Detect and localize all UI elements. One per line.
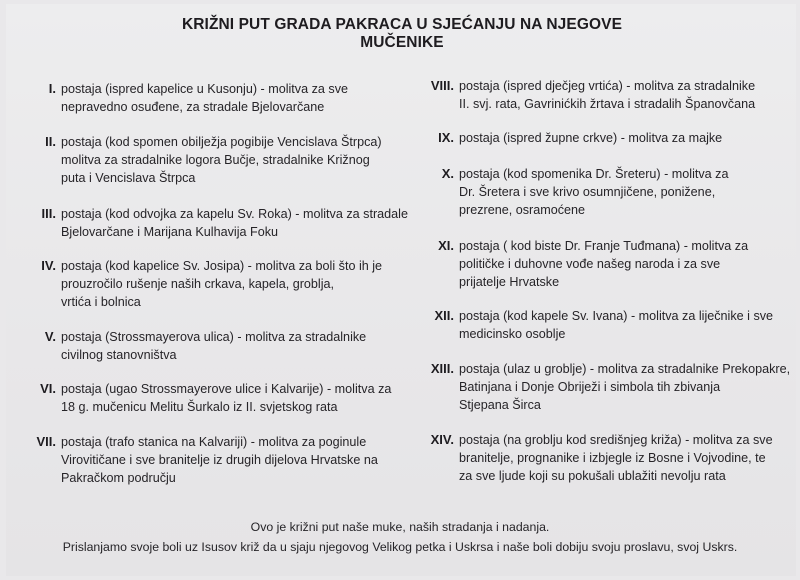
station-text-line: za sve ljude koji su pokušali ublažiti nevolju rata	[459, 469, 726, 483]
station-number: VI.	[40, 381, 56, 396]
station-text-line: civilnog stanovništva	[61, 348, 177, 362]
station-text-line: postaja (ispred kapelice u Kusonju) - molitva za sve	[61, 82, 348, 96]
station-text-line: Virovitičane i sve branitelje iz drugih dijelova Hrvatske na	[61, 453, 378, 467]
station-description	[459, 360, 795, 414]
station-text-line: postaja (kod odvojka za kapelu Sv. Roka) - molitva za stradale	[61, 207, 408, 221]
station-number: IV.	[41, 258, 56, 273]
station-description	[61, 433, 381, 487]
footer-line-1: Ovo je križni put naše muke, naših stradanja i nadanja.	[250, 520, 550, 534]
station-number: III.	[41, 206, 56, 221]
station-number: II.	[45, 134, 56, 149]
station-text-line: 18 g. mučenicu Melitu Šurkalo iz II. svjetskog rata	[61, 400, 338, 414]
station-description	[459, 129, 795, 147]
station-description	[61, 380, 392, 416]
station-text-line: II. svj. rata, Gavrinićkih žrtava i stradalih Španovčana	[459, 97, 756, 111]
station-text-line: nepravedno osuđene, za stradale Bjelovarčane	[61, 100, 325, 114]
station-text-line: Dr. Šretera i sve krivo osumnjičene, ponižene,	[459, 185, 716, 199]
station-text-line: postaja (kod kapele Sv. Ivana) - molitva za liječnike i sve	[459, 309, 774, 323]
station-number: X.	[441, 166, 454, 181]
station-description	[61, 80, 381, 116]
station-text-line: molitva za stradalnike logora Bučje, stradalnike Križnog	[61, 153, 370, 167]
station-number: V.	[44, 329, 56, 344]
station-text-line: prijatelje Hrvatske	[459, 275, 560, 289]
station-number: XII.	[434, 308, 454, 323]
station-number: IX.	[438, 130, 454, 145]
station-text-line: postaja (kod spomenika Dr. Šreteru) - molitva za	[459, 167, 729, 181]
station-text-line: branitelje, prognanike i izbjegle iz Bosne i Vojvodine, te	[459, 451, 766, 465]
station-text-line: postaja (kod kapelice Sv. Josipa) - molitva za boli što ih je	[61, 259, 383, 273]
station-text-line: postaja ( kod biste Dr. Franje Tuđmana) - molitva za	[459, 239, 749, 253]
station-description	[61, 257, 381, 311]
station-text-line: postaja (kod spomen obilježja pogibije Vencislava Štrpca)	[61, 135, 382, 149]
footer-line-2: Prislanjamo svoje boli uz Isusov križ da u sjaju njegovog Velikog petka i Uskrsa i naše boli dobiju svoju proslavu, svoj Uskrs.	[62, 540, 738, 554]
station-description	[61, 205, 408, 241]
station-description	[459, 431, 795, 485]
station-description	[61, 328, 381, 364]
station-text-line: Batinjana i Donje Obriježi i simbola tih zbivanja	[459, 380, 721, 394]
station-text-line: postaja (ispred župne crkve) - molitva za majke	[459, 131, 723, 145]
station-description	[459, 77, 795, 113]
station-text-line: postaja (Strossmayerova ulica) - molitva za stradalnike	[61, 330, 367, 344]
station-description	[459, 165, 795, 219]
station-text-line: prezrene, osramoćene	[459, 203, 586, 217]
station-text-line: medicinsko osoblje	[459, 327, 566, 341]
station-text-line: puta i Vencislava Štrpca	[61, 171, 196, 185]
station-text-line: vrtića i bolnica	[61, 295, 141, 309]
station-description	[459, 307, 795, 343]
station-text-line: prouzročilo rušenje naših crkava, kapela, groblja,	[61, 277, 335, 291]
station-number: VII.	[36, 434, 56, 449]
station-text-line: Bjelovarčane i Marijana Kulhavija Foku	[61, 225, 279, 239]
station-text-line: postaja (trafo stanica na Kalvariji) - molitva za poginule	[61, 435, 367, 449]
station-number: XIV.	[430, 432, 454, 447]
station-description	[459, 237, 795, 291]
station-text-line: postaja (ispred dječjeg vrtića) - molitva za stradalnike	[459, 79, 756, 93]
station-number: XI.	[438, 238, 454, 253]
station-text-line: Pakračkom području	[61, 471, 176, 485]
station-text-line: postaja (ugao Strossmayerove ulice i Kalvarije) - molitva za	[61, 382, 392, 396]
station-number: XIII.	[430, 361, 454, 376]
document-title: KRIŽNI PUT GRADA PAKRACA U SJEĆANJU NA NJEGOVE MUČENIKE	[181, 16, 623, 51]
station-text-line: Stjepana Širca	[459, 398, 541, 412]
station-text-line: političke i duhovne vođe našeg naroda i za sve	[459, 257, 721, 271]
station-text-line: postaja (na groblju kod središnjeg križa) - molitva za sve	[459, 433, 773, 447]
station-text-line: postaja (ulaz u groblje) - molitva za stradalnike Prekopakre,	[459, 362, 791, 376]
station-description	[61, 133, 381, 187]
station-number: VIII.	[430, 78, 454, 93]
station-number: I.	[48, 81, 56, 96]
